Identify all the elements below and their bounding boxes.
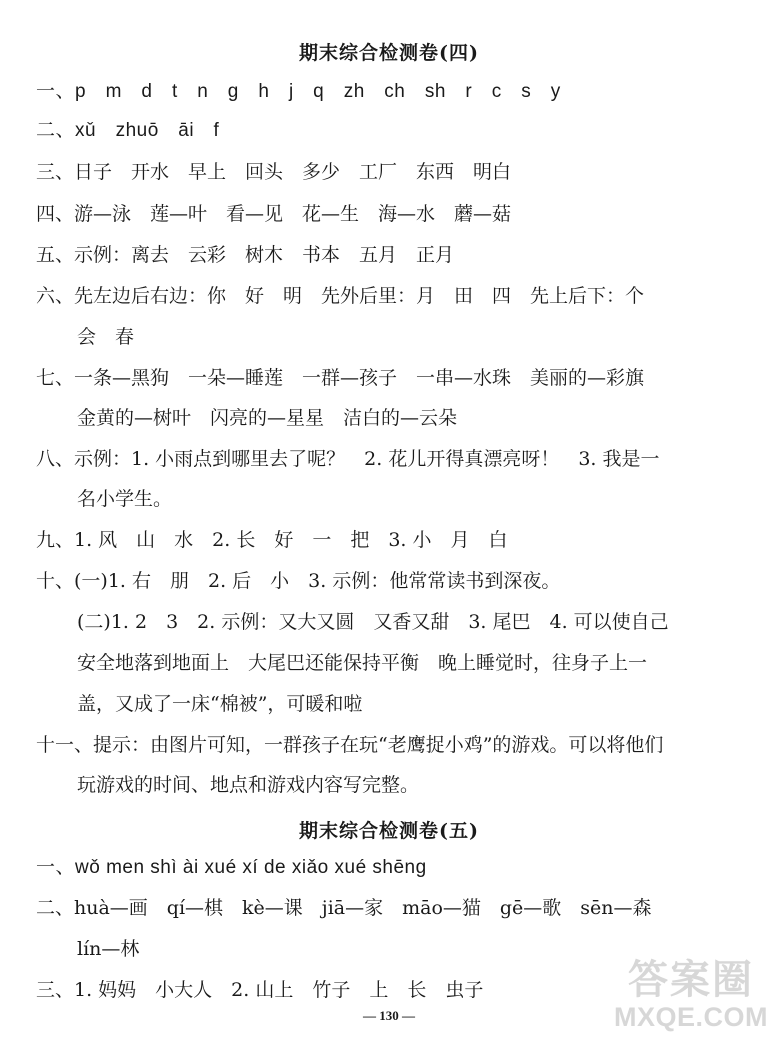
answer-line-11-cont: 玩游戏的时间、地点和游戏内容写完整。 xyxy=(77,774,420,796)
answer-line-5-1: 一、wǒ men shì ài xué xí de xiǎo xué shēng xyxy=(36,857,427,878)
watermark-en: MXQE.COM xyxy=(614,1002,769,1032)
answer-line-5-2-cont: lín—林 xyxy=(77,938,140,960)
answer-line-1: 一、p m d t n g h j q zh ch sh r c s y xyxy=(36,81,561,102)
answer-line-6-cont: 会 春 xyxy=(77,326,135,348)
answer-line-11: 十一、提示：由图片可知，一群孩子在玩“老鹰捉小鸡”的游戏。可以将他们 xyxy=(36,734,664,756)
answer-line-5: 五、示例：离去 云彩 树木 书本 五月 正月 xyxy=(36,244,455,266)
watermark-cn: 答案圈 xyxy=(628,958,754,1002)
answer-line-10: 十、(一)1. 右 朋 2. 后 小 3. 示例：他常常读书到深夜。 xyxy=(36,570,561,592)
watermark-logo xyxy=(614,948,769,1034)
answer-line-5-3: 三、1. 妈妈 小大人 2. 山上 竹子 上 长 虫子 xyxy=(36,979,484,1001)
answer-line-3: 三、日子 开水 早上 回头 多少 工厂 东西 明白 xyxy=(36,161,512,183)
answer-line-10-part2: (二)1. 2 3 2. 示例：又大又圆 又香又甜 3. 尾巴 4. 可以使自己 xyxy=(77,611,669,633)
answer-line-7: 七、一条—黑狗 一朵—睡莲 一群—孩子 一串—水珠 美丽的—彩旗 xyxy=(36,367,645,389)
answer-line-10-part2-cont: 安全地落到地面上 大尾巴还能保持平衡 晚上睡觉时，往身子上一 xyxy=(77,652,648,674)
answer-line-4: 四、游—泳 莲—叶 看—见 花—生 海—水 蘑—菇 xyxy=(36,203,512,225)
answer-line-8: 八、示例：1. 小雨点到哪里去了呢？ 2. 花儿开得真漂亮呀！ 3. 我是一 xyxy=(36,448,660,470)
answer-line-8-cont: 名小学生。 xyxy=(77,488,173,510)
answer-line-7-cont: 金黄的—树叶 闪亮的—星星 洁白的—云朵 xyxy=(77,407,458,429)
answer-line-9: 九、1. 风 山 水 2. 长 好 一 把 3. 小 月 白 xyxy=(36,529,508,551)
answer-line-6: 六、先左边后右边：你 好 明 先外后里：月 田 四 先上后下：个 xyxy=(36,285,645,307)
answer-line-5-2: 二、huà—画 qí—棋 kè—课 jiā—家 māo—猫 gē—歌 sēn—森 xyxy=(36,897,652,919)
answer-line-2: 二、xǔ zhuō āi f xyxy=(36,120,220,141)
page-number: — 130 — xyxy=(363,1008,415,1023)
section-title-4: 期末综合检测卷(四) xyxy=(299,42,479,64)
section-title-5: 期末综合检测卷(五) xyxy=(299,820,479,842)
answer-line-10-part2-cont2: 盖，又成了一床“棉被”，可暖和啦 xyxy=(77,693,363,715)
